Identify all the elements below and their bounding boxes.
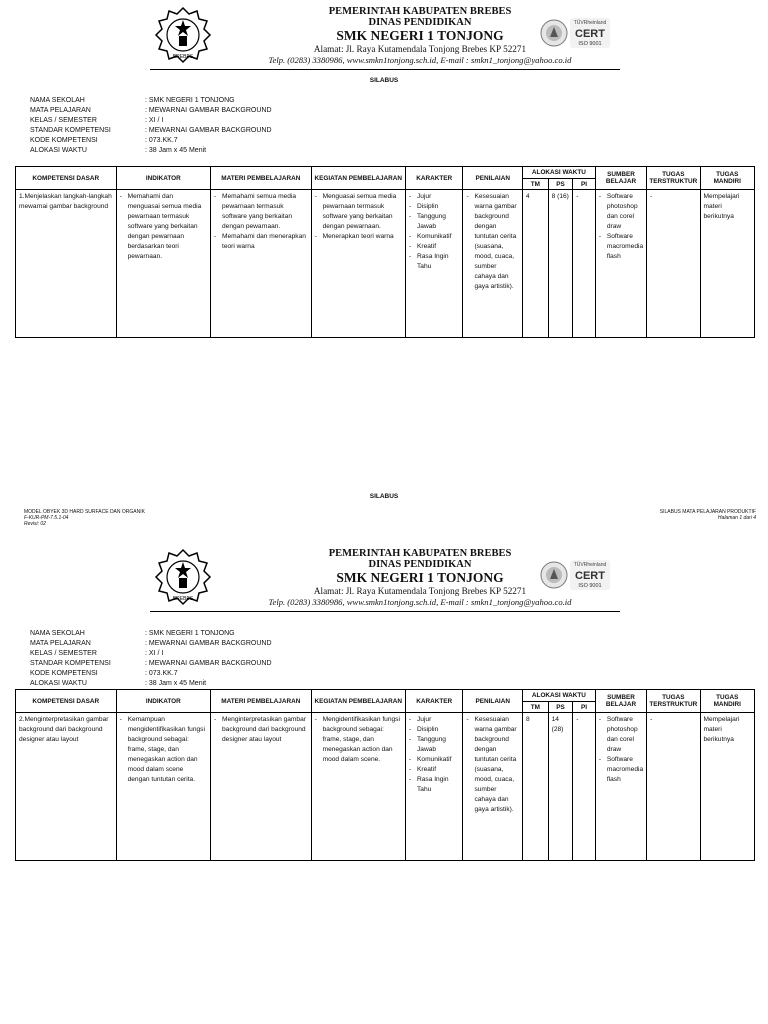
cell-kegiatan: - Menguasai semua media pewarnaan termasuk software yang berkaitan dengan pewarnaan. bbox=[315, 192, 402, 232]
info-label: NAMA SEKOLAH bbox=[30, 97, 85, 104]
header-ps: PS bbox=[548, 702, 573, 713]
table-row bbox=[16, 190, 755, 338]
header-kd: KOMPETENSI DASAR bbox=[16, 690, 117, 713]
info-value: : 38 Jam x 45 Menit bbox=[145, 680, 207, 687]
school-name: SMK NEGERI 1 TONJONG bbox=[336, 28, 504, 43]
cell-tugas-terstruktur: - bbox=[647, 713, 700, 861]
school-contact: Telp. (0283) 3380986, www.smkn1tonjong.sch.id, E-mail : smkn1_tonjong@yahoo.co.id bbox=[268, 55, 572, 65]
cell-tugas-mandiri: Mempelajari materi berikutnya bbox=[700, 190, 754, 338]
cell-indikator: - Memahami dan menguasai semua media pewarnaan termasuk software yang berkaitan dengan pewarnaan berdasarkan teori pewarnaan. bbox=[120, 192, 207, 262]
cell-materi: - Memahami dan menerapkan teori warna bbox=[214, 232, 308, 252]
footer-page: Halaman 1 dari 4 bbox=[717, 515, 756, 521]
cell-karakter: - Jujur bbox=[409, 192, 459, 202]
header-tugas-terstruktur: TUGAS TERSTRUKTUR bbox=[647, 690, 700, 713]
info-label: KELAS / SEMESTER bbox=[30, 650, 97, 657]
header-tugas-mandiri: TUGAS MANDIRI bbox=[700, 690, 754, 713]
course-info bbox=[30, 629, 272, 689]
cell-materi: - Memahami semua media pewarnaan termasuk software yang berkaitan dengan pewarnaan. bbox=[214, 192, 308, 232]
info-label: KODE KOMPETENSI bbox=[30, 670, 98, 677]
cell-penilaian: - Kesesuaian warna gambar background dengan tuntutan cerita (suasana, mood, cuaca, sumber cahaya dan gaya artistik). bbox=[466, 715, 519, 815]
footer-revision: Revisi: 02 bbox=[24, 521, 46, 527]
info-value: : 073.KK.7 bbox=[145, 670, 178, 677]
cell-kd: 2.Menginterpretasikan gambar background dari background designer atau layout bbox=[16, 713, 117, 861]
info-label: NAMA SEKOLAH bbox=[30, 630, 85, 637]
info-label: ALOKASI WAKTU bbox=[30, 147, 87, 154]
cell-karakter: - Rasa Ingin Tahu bbox=[409, 775, 459, 795]
info-label: STANDAR KOMPETENSI bbox=[30, 127, 111, 134]
cell-penilaian: - Kesesuaian warna gambar background dengan tuntutan cerita (suasana, mood, cuaca, sumber cahaya dan gaya artistik). bbox=[466, 192, 519, 292]
regency-emblem-icon bbox=[154, 6, 212, 64]
cell-sumber: - Software macromedia flash bbox=[599, 755, 643, 785]
cell-materi: - Menginterpretasikan gambar background dari background designer atau layout bbox=[214, 715, 308, 745]
letterhead-rule bbox=[150, 611, 620, 612]
footer-left bbox=[24, 509, 145, 527]
syllabus-table bbox=[15, 166, 755, 338]
info-label: STANDAR KOMPETENSI bbox=[30, 660, 111, 667]
cell-karakter: - Jujur bbox=[409, 715, 459, 725]
svg-text:CERT: CERT bbox=[575, 28, 605, 40]
header-sumber: SUMBER BELAJAR bbox=[595, 690, 646, 713]
info-value: : MEWARNAI GAMBAR BACKGROUND bbox=[145, 107, 272, 114]
regency-emblem-icon bbox=[154, 548, 212, 606]
cell-ps: 8 (16) bbox=[548, 190, 573, 338]
cell-tm: 8 bbox=[522, 713, 548, 861]
cell-sumber: - Software macromedia flash bbox=[599, 232, 643, 262]
info-label: MATA PELAJARAN bbox=[30, 640, 91, 647]
cell-sumber: - Software photoshop dan corel draw bbox=[599, 715, 643, 755]
school-address: Alamat: Jl. Raya Kutamendala Tonjong Brebes KP 52271 bbox=[313, 586, 527, 596]
cell-karakter: - Disiplin bbox=[409, 202, 459, 212]
header-penilaian: PENILAIAN bbox=[463, 167, 523, 190]
info-label: KELAS / SEMESTER bbox=[30, 117, 97, 124]
cell-karakter: - Disiplin bbox=[409, 725, 459, 735]
svg-text:BREBES: BREBES bbox=[172, 596, 194, 602]
header-materi: MATERI PEMBELAJARAN bbox=[211, 167, 312, 190]
footer-code: F-KUR-PM-7.5.1-04 bbox=[24, 515, 69, 521]
header-tm: TM bbox=[522, 179, 548, 190]
info-value: : MEWARNAI GAMBAR BACKGROUND bbox=[145, 660, 272, 667]
svg-text:BREBES: BREBES bbox=[172, 54, 194, 60]
header-tm: TM bbox=[522, 702, 548, 713]
info-value: : MEWARNAI GAMBAR BACKGROUND bbox=[145, 127, 272, 134]
header-tugas-mandiri: TUGAS MANDIRI bbox=[700, 167, 754, 190]
cell-tm: 4 bbox=[522, 190, 548, 338]
cell-pi: - bbox=[573, 190, 596, 338]
info-value: : 073.KK.7 bbox=[145, 137, 178, 144]
header-penilaian: PENILAIAN bbox=[463, 690, 523, 713]
cell-karakter: - Tanggung Jawab bbox=[409, 735, 459, 755]
cell-karakter: - Tanggung Jawab bbox=[409, 212, 459, 232]
info-value: : XI / I bbox=[145, 117, 164, 124]
info-value: : SMK NEGERI 1 TONJONG bbox=[145, 630, 235, 637]
info-value: : MEWARNAI GAMBAR BACKGROUND bbox=[145, 640, 272, 647]
header-materi: MATERI PEMBELAJARAN bbox=[211, 690, 312, 713]
cell-pi: - bbox=[573, 713, 596, 861]
school-address: Alamat: Jl. Raya Kutamendala Tonjong Brebes KP 52271 bbox=[313, 44, 527, 54]
header-karakter: KARAKTER bbox=[406, 167, 463, 190]
course-info bbox=[30, 96, 272, 156]
letterhead-rule bbox=[150, 69, 620, 70]
cell-indikator: - Kemampuan mengidentifikasikan fungsi background sebagai: frame, stage, dan menegaskan action dan mood dalam scene dengan tuntutan cerita. bbox=[120, 715, 207, 785]
header-tugas-terstruktur: TUGAS TERSTRUKTUR bbox=[647, 167, 700, 190]
government-line: PEMERINTAH KABUPATEN BREBES bbox=[328, 6, 512, 17]
header-kd: KOMPETENSI DASAR bbox=[16, 167, 117, 190]
header-ps: PS bbox=[548, 179, 573, 190]
footer-right bbox=[660, 509, 756, 521]
info-value: : SMK NEGERI 1 TONJONG bbox=[145, 97, 235, 104]
document-title-2: SILABUS bbox=[369, 493, 399, 500]
footer-model: MODEL OBYEK 3D HARD SURFACE DAN ORGANIK bbox=[24, 509, 145, 515]
svg-text:ISO 9001: ISO 9001 bbox=[578, 41, 602, 47]
header-sumber: SUMBER BELAJAR bbox=[595, 167, 646, 190]
cell-karakter: - Komunikatif bbox=[409, 232, 459, 242]
school-contact: Telp. (0283) 3380986, www.smkn1tonjong.sch.id, E-mail : smkn1_tonjong@yahoo.co.id bbox=[268, 597, 572, 607]
syllabus-table bbox=[15, 689, 755, 861]
header-alokasi: ALOKASI WAKTU bbox=[522, 167, 595, 179]
cell-karakter: - Komunikatif bbox=[409, 755, 459, 765]
iso-cert-badge bbox=[540, 554, 612, 596]
table-row bbox=[16, 713, 755, 861]
info-label: KODE KOMPETENSI bbox=[30, 137, 98, 144]
header-kegiatan: KEGIATAN PEMBELAJARAN bbox=[311, 167, 405, 190]
header-karakter: KARAKTER bbox=[406, 690, 463, 713]
cell-karakter: - Kreatif bbox=[409, 765, 459, 775]
info-label: MATA PELAJARAN bbox=[30, 107, 91, 114]
header-indikator: INDIKATOR bbox=[116, 167, 210, 190]
header-pi: PI bbox=[573, 179, 596, 190]
document-title: SILABUS bbox=[369, 77, 399, 84]
header-pi: PI bbox=[573, 702, 596, 713]
school-name: SMK NEGERI 1 TONJONG bbox=[336, 570, 504, 585]
info-value: : XI / I bbox=[145, 650, 164, 657]
iso-cert-badge bbox=[540, 12, 612, 54]
department-line: DINAS PENDIDIKAN bbox=[368, 17, 472, 28]
cell-kegiatan: - Mengidentifikasikan fungsi background sebagai: frame, stage, dan menegaskan action dan mood dalam scene. bbox=[315, 715, 402, 765]
cert-seal-icon bbox=[540, 12, 612, 54]
cell-kegiatan: - Menerapkan teori warna bbox=[315, 232, 402, 242]
cert-seal-icon bbox=[540, 554, 612, 596]
header-kegiatan: KEGIATAN PEMBELAJARAN bbox=[311, 690, 405, 713]
info-value: : 38 Jam x 45 Menit bbox=[145, 147, 207, 154]
cell-kd: 1.Menjelaskan langkah-langkah mewarnai gambar background bbox=[16, 190, 117, 338]
svg-text:TÜVRheinland: TÜVRheinland bbox=[573, 562, 607, 568]
cell-tugas-mandiri: Mempelajari materi berikutnya bbox=[700, 713, 754, 861]
footer-subject: SILABUS MATA PELAJARAN PRODUKTIF bbox=[659, 509, 756, 515]
header-alokasi: ALOKASI WAKTU bbox=[522, 690, 595, 702]
cell-tugas-terstruktur: - bbox=[647, 190, 700, 338]
department-line: DINAS PENDIDIKAN bbox=[368, 559, 472, 570]
header-indikator: INDIKATOR bbox=[116, 690, 210, 713]
government-line: PEMERINTAH KABUPATEN BREBES bbox=[328, 548, 512, 559]
cell-ps: 14 (28) bbox=[548, 713, 573, 861]
svg-text:TÜVRheinland: TÜVRheinland bbox=[573, 20, 607, 26]
cell-karakter: - Rasa Ingin Tahu bbox=[409, 252, 459, 272]
svg-text:CERT: CERT bbox=[575, 570, 605, 582]
cell-sumber: - Software photoshop dan corel draw bbox=[599, 192, 643, 232]
info-label: ALOKASI WAKTU bbox=[30, 680, 87, 687]
svg-text:ISO 9001: ISO 9001 bbox=[578, 583, 602, 589]
cell-karakter: - Kreatif bbox=[409, 242, 459, 252]
